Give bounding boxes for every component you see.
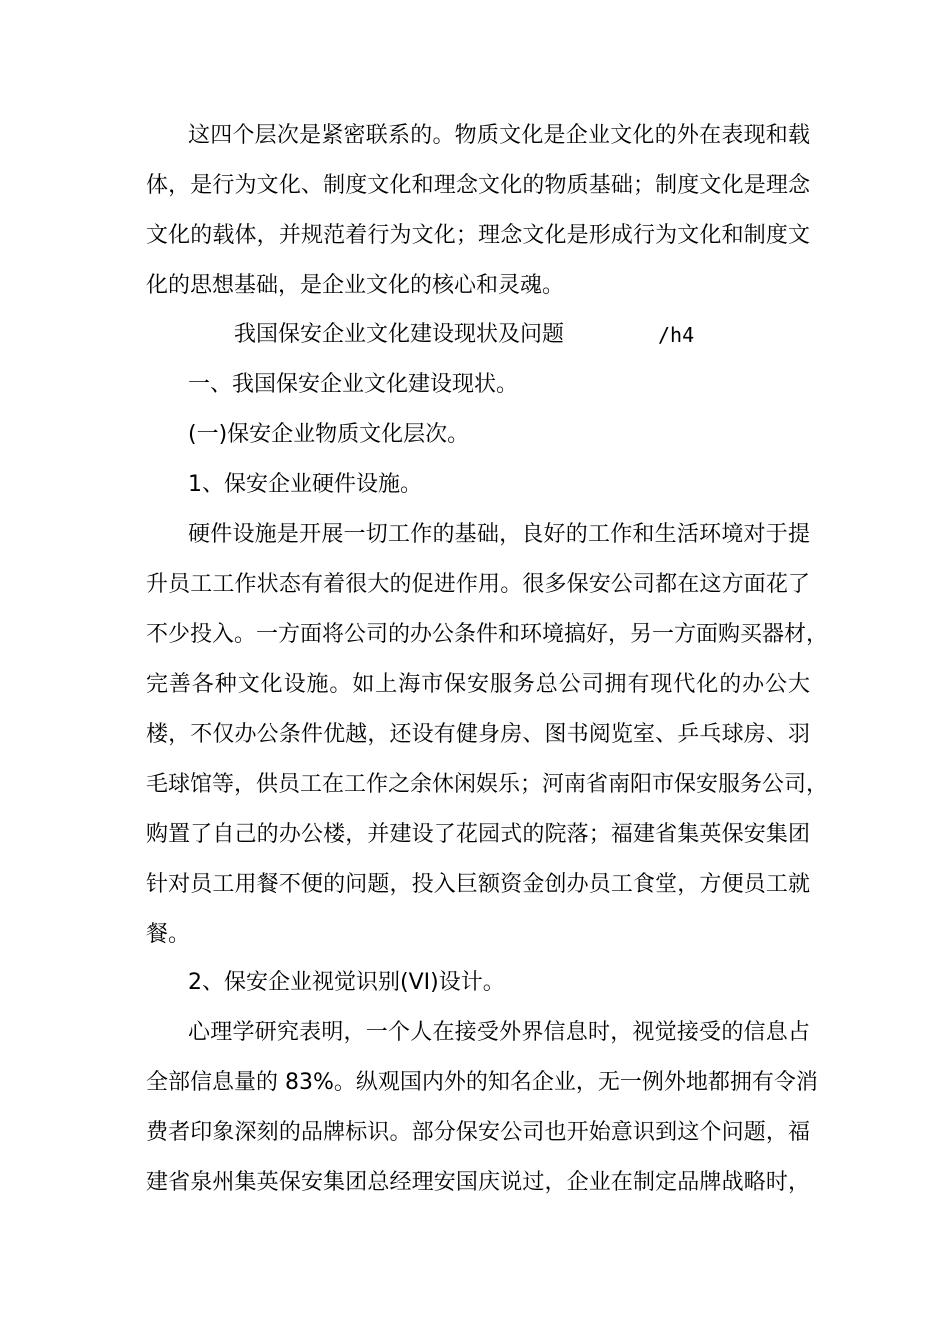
paragraph-line: 这四个层次是紧密联系的。物质文化是企业文化的外在表现和载 — [188, 123, 810, 148]
paragraph-line: 不少投入。一方面将公司的办公条件和环境搞好，另一方面购买器材， — [146, 622, 829, 647]
paragraph-line: 毛球馆等，供员工在工作之余休闲娱乐；河南省南阳市保安服务公司， — [146, 772, 829, 797]
paragraph-line: 费者印象深刻的品牌标识。部分保安公司也开始意识到这个问题，福 — [146, 1120, 810, 1145]
section-heading: 我国保安企业文化建设现状及问题 — [234, 322, 565, 347]
paragraph-line: 餐。 — [146, 922, 191, 947]
paragraph-line: 文化的载体，并规范着行为文化；理念文化是形成行为文化和制度文 — [146, 223, 810, 248]
paragraph-line: 购置了自己的办公楼，并建设了花园式的院落；福建省集英保安集团 — [146, 822, 810, 847]
paragraph-line: 化的思想基础，是企业文化的核心和灵魂。 — [146, 273, 565, 298]
paragraph-line: 升员工工作状态有着很大的促进作用。很多保安公司都在这方面花了 — [146, 572, 810, 597]
paragraph-line: 建省泉州集英保安集团总经理安国庆说过，企业在制定品牌战略时， — [146, 1170, 810, 1195]
paragraph-line: 体，是行为文化、制度文化和理念文化的物质基础；制度文化是理念 — [146, 173, 810, 198]
section-title: 一、我国保安企业文化建设现状。 — [188, 372, 519, 397]
paragraph-line: 硬件设施是开展一切工作的基础，良好的工作和生活环境对于提 — [188, 522, 810, 547]
paragraph-line: 心理学研究表明，一个人在接受外界信息时，视觉接受的信息占 — [188, 1020, 810, 1045]
heading-tag: /h4 — [658, 323, 695, 347]
paragraph-line: 完善各种文化设施。如上海市保安服务总公司拥有现代化的办公大 — [146, 672, 810, 697]
subsection-title: (一)保安企业物质文化层次。 — [188, 422, 470, 447]
paragraph-line: 全部信息量的 83%。纵观国内外的知名企业，无一例外地都拥有令消 — [146, 1070, 818, 1095]
item-title: 2、保安企业视觉识别(VI)设计。 — [188, 970, 505, 995]
paragraph-line: 楼，不仅办公条件优越，还设有健身房、图书阅览室、乒乓球房、羽 — [146, 722, 810, 747]
paragraph-line: 针对员工用餐不便的问题，投入巨额资金创办员工食堂，方便员工就 — [146, 872, 810, 897]
item-title: 1、保安企业硬件设施。 — [188, 472, 422, 497]
